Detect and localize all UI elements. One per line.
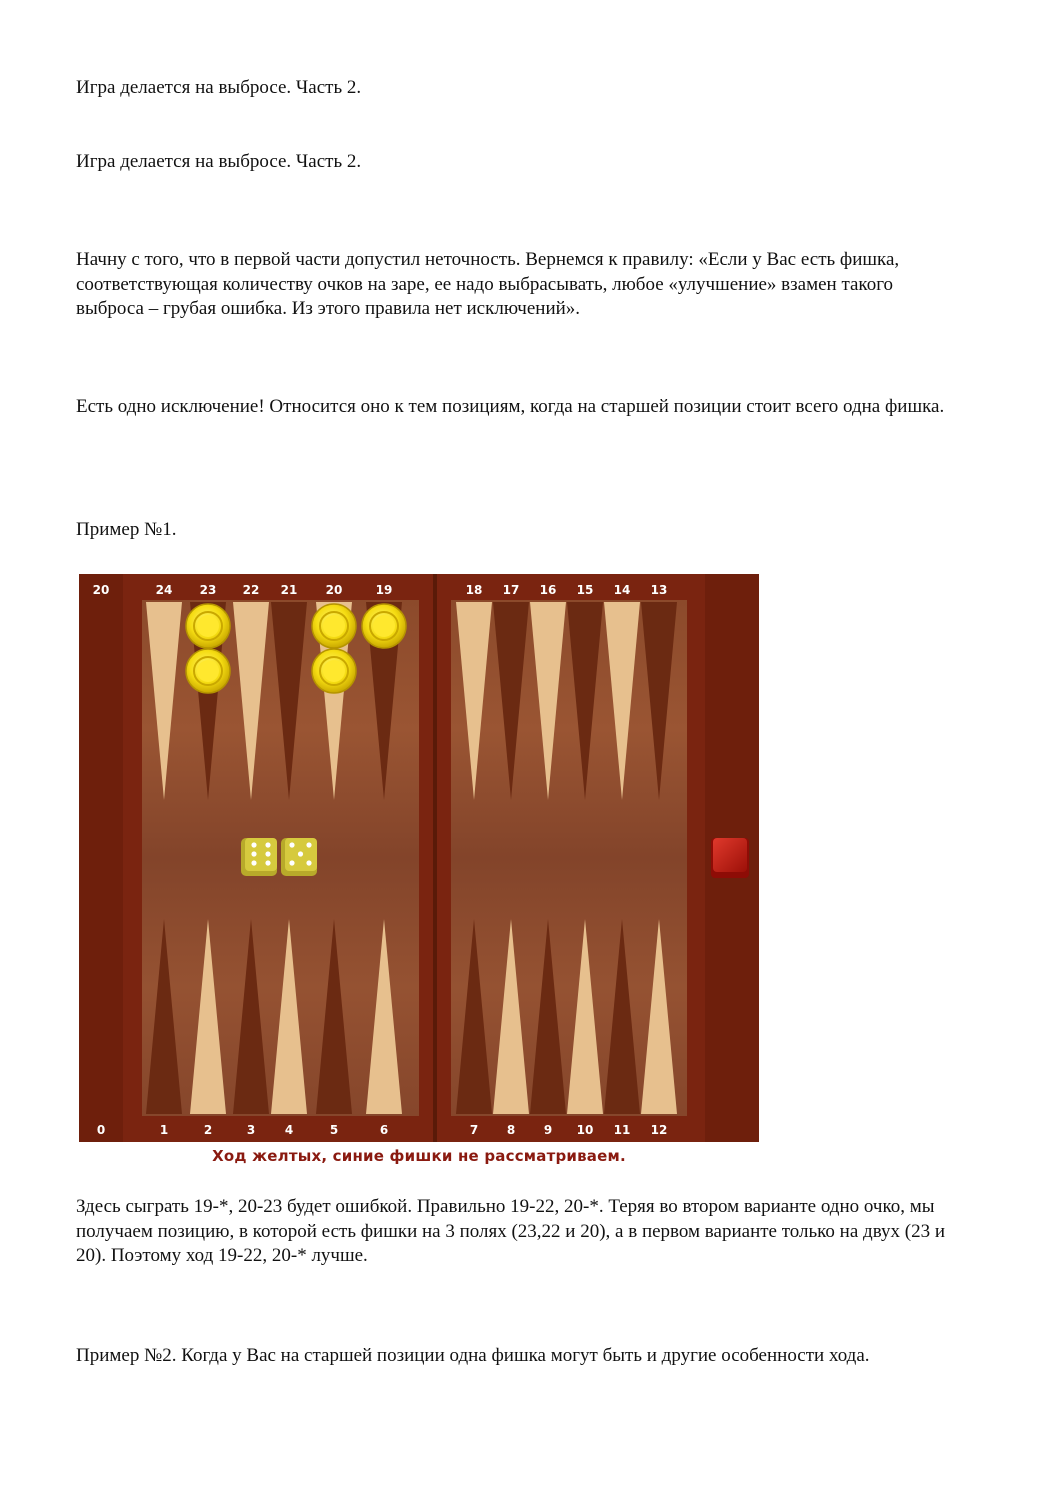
point-label-6: 6 [379, 1123, 389, 1137]
point-label-24: 24 [155, 583, 173, 597]
backgammon-board [79, 574, 759, 1142]
point-label-18: 18 [465, 583, 483, 597]
example-1-heading: Пример №1. [76, 519, 177, 540]
backgammon-board-figure [79, 574, 759, 1170]
paragraph-rule-correction: Начну с того, что в первой части допустил неточность. Вернемся к правилу: «Если у Вас есть фишка, соответствующая количеству очков на заре, ее надо выбрасывать, любое «улучшение» взамен такого выброса – грубая ошибка. Из этого правила нет исключений». [76, 249, 900, 319]
point-label-21: 21 [280, 583, 298, 597]
doc-title-1: Игра делается на выбросе. Часть 2. [76, 77, 362, 98]
point-label-2: 2 [203, 1123, 213, 1137]
point-label-12: 12 [650, 1123, 668, 1137]
corner-label-bottom: 0 [96, 1123, 106, 1137]
point-label-16: 16 [539, 583, 557, 597]
checker-yellow-23 [186, 649, 230, 693]
board-caption: Ход желтых, синие фишки не рассматриваем. [212, 1147, 626, 1165]
point-label-13: 13 [650, 583, 668, 597]
die-six [241, 838, 277, 876]
point-label-23: 23 [199, 583, 217, 597]
point-label-19: 19 [375, 583, 393, 597]
point-label-3: 3 [246, 1123, 256, 1137]
checker-yellow-23 [186, 604, 230, 648]
point-label-10: 10 [576, 1123, 594, 1137]
point-label-5: 5 [329, 1123, 339, 1137]
left-rail [79, 574, 123, 1142]
die-five [281, 838, 317, 876]
paragraph-explanation: Здесь сыграть 19-*, 20-23 будет ошибкой. Правильно 19-22, 20-*. Теряя во втором варианте одно очко, мы получаем позицию, в которой есть фишки на 3 полях (23,22 и 20), а в первом варианте только на двух (23 и 20). Поэтому ход 19-22, 20-* лучше. [76, 1196, 946, 1266]
point-label-1: 1 [159, 1123, 169, 1137]
checker-yellow-20 [312, 649, 356, 693]
doubling-cube [711, 838, 749, 878]
checker-yellow-19 [362, 604, 406, 648]
point-label-11: 11 [613, 1123, 631, 1137]
checker-yellow-20 [312, 604, 356, 648]
point-label-8: 8 [506, 1123, 516, 1137]
point-label-14: 14 [613, 583, 631, 597]
point-label-9: 9 [543, 1123, 553, 1137]
point-label-20: 20 [325, 583, 343, 597]
point-label-15: 15 [576, 583, 594, 597]
corner-label-top: 20 [92, 583, 110, 597]
point-label-22: 22 [242, 583, 260, 597]
example-2-heading: Пример №2. Когда у Вас на старшей позиции одна фишка могут быть и другие особенности хода. [76, 1345, 870, 1366]
doc-title-2: Игра делается на выбросе. Часть 2. [76, 151, 362, 172]
paragraph-exception: Есть одно исключение! Относится оно к тем позициям, когда на старшей позиции стоит всего одна фишка. [76, 396, 945, 417]
point-label-7: 7 [469, 1123, 479, 1137]
point-label-17: 17 [502, 583, 520, 597]
point-label-4: 4 [284, 1123, 294, 1137]
